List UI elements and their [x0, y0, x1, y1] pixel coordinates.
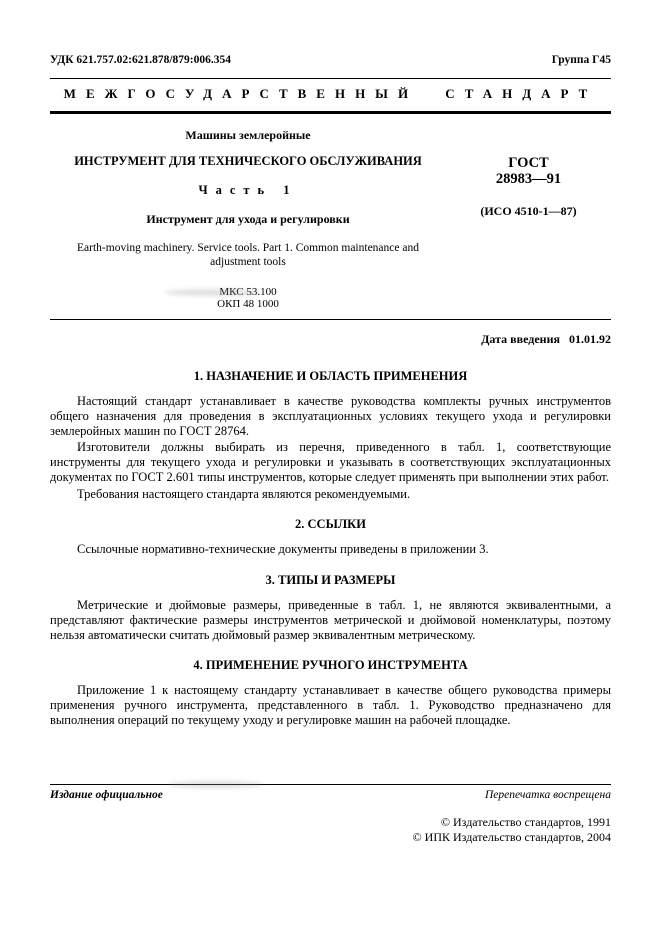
copyright-block [50, 815, 611, 845]
date-value: 01.01.92 [569, 332, 611, 347]
copyright-line-1: © Издательство стандартов, 1991 [440, 815, 611, 829]
group-code: Группа Г45 [551, 54, 611, 66]
paragraph: Требования настоящего стандарта являются рекомендуемыми. [77, 486, 411, 501]
gost-number-block [446, 128, 611, 319]
english-title-line1: Earth-moving machinery. Service tools. Part 1. Common maintenance and [77, 242, 419, 254]
standard-banner [50, 78, 611, 114]
scan-artifact [165, 289, 260, 296]
paragraph: Ссылочные нормативно-технические документы приведены в приложении 3. [77, 542, 489, 557]
official-edition-label: Издание официальное [50, 789, 163, 801]
document-part: Часть 1 [198, 183, 298, 197]
document-content [50, 54, 611, 730]
footer-notice-line [50, 784, 611, 801]
english-title [50, 241, 446, 270]
iso-reference: (ИСО 4510-1—87) [480, 203, 577, 218]
gost-label: ГОСТ [508, 155, 549, 171]
section-2-heading: 2. ССЫЛКИ [295, 517, 366, 532]
section-4-heading: 4. ПРИМЕНЕНИЕ РУЧНОГО ИНСТРУМЕНТА [193, 658, 468, 673]
english-title-line2: adjustment tools [210, 256, 286, 269]
title-block [50, 128, 611, 319]
machinery-category: Машины землеройные [185, 128, 311, 142]
copyright-line-2: © ИПК Издательство стандартов, 2004 [412, 830, 611, 844]
section-1-heading: 1. НАЗНАЧЕНИЕ И ОБЛАСТЬ ПРИМЕНЕНИЯ [193, 369, 468, 384]
header-divider [50, 319, 611, 320]
date-label: Дата введения [481, 332, 560, 347]
paragraph: Метрические и дюймовые размеры, приведенные в табл. 1, не являются эквивалентными, а представляют фактические размеры инструментов метрической и дюймовой номенклатуры, поэтому нельзя автоматически считать дюймовый размер эквивалентным метрическому. [50, 598, 611, 642]
section-3-heading: 3. ТИПЫ И РАЗМЕРЫ [265, 573, 396, 588]
section-2 [50, 517, 611, 557]
top-reference-line [50, 54, 611, 66]
paragraph: Изготовители должны выбирать из перечня, приведенного в табл. 1, соответствующие инструменты для текущего ухода и регулировки и указывать в соответствующих эксплуатационных документах по ГОСТ 2.601 типы инструментов, которые следует применять при выполнении этих работ. [50, 440, 611, 484]
introduction-date [50, 332, 611, 347]
reprint-prohibited-label: Перепечатка воспрещена [484, 789, 611, 801]
section-4 [50, 658, 611, 727]
document-subtitle: Инструмент для ухода и регулировки [146, 212, 350, 226]
paragraph: Настоящий стандарт устанавливает в качестве руководства комплекты ручных инструментов общего назначения для проведения в эксплуатационных условиях текущего ухода и регулировки землеройных машин по ГОСТ 28764. [50, 394, 611, 438]
section-3 [50, 573, 611, 642]
section-1 [50, 369, 611, 501]
gost-number: 28983—91 [495, 170, 562, 187]
document-title: ИНСТРУМЕНТ ДЛЯ ТЕХНИЧЕСКОГО ОБСЛУЖИВАНИЯ [74, 154, 422, 168]
page-footer [50, 784, 611, 845]
udk-code: УДК 621.757.02:621.878/879:006.354 [50, 54, 232, 66]
mks-code: МКС 53.100 [219, 285, 277, 298]
banner-title: МЕЖГОСУДАРСТВЕННЫЙ СТАНДАРТ [63, 86, 598, 101]
paragraph: Приложение 1 к настоящему стандарту устанавливает в качестве общего руководства примеры применения ручного инструмента, представленного в табл. 1. Руководство предназначено для выполнения операций по текущему уходу и регулировке машин на рабочей площадке. [50, 683, 611, 727]
okp-code: ОКП 48 1000 [217, 298, 279, 311]
scan-artifact [168, 781, 263, 788]
